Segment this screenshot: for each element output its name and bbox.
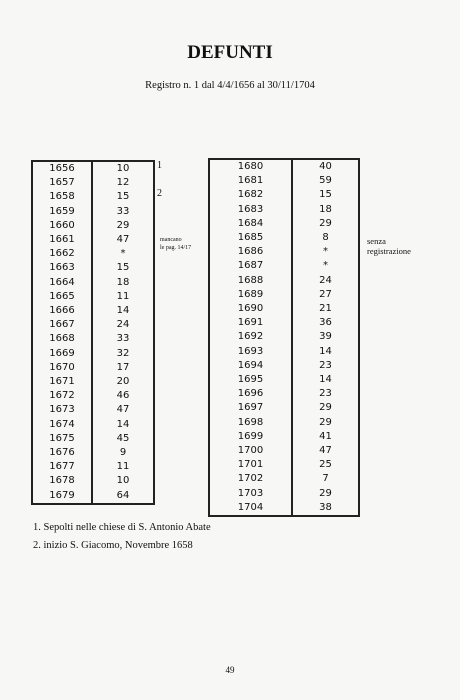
- deaths-count-cell: 29: [319, 217, 332, 229]
- table-row: [209, 203, 359, 217]
- table-row: [209, 330, 359, 344]
- year-cell: 1684: [209, 217, 292, 231]
- deaths-count-cell: 23: [319, 359, 332, 371]
- table-row: [209, 487, 359, 501]
- table-row: [209, 274, 359, 288]
- deaths-count-cell: 15: [116, 191, 130, 203]
- missing-pages-note-line: mancano: [160, 237, 182, 243]
- deaths-count-cell: 41: [319, 430, 332, 442]
- table-row: [32, 247, 154, 261]
- table-row: [209, 174, 359, 188]
- year-cell: 1661: [32, 233, 92, 247]
- table-row: [209, 387, 359, 401]
- missing-pages-note-line: le pag. 14/17: [160, 245, 192, 251]
- deaths-count-cell: 24: [319, 274, 332, 286]
- missing-pages-note: [160, 236, 191, 252]
- year-cell: 1665: [32, 290, 92, 304]
- deaths-count-cell: 29: [319, 416, 332, 428]
- table-row: [209, 345, 359, 359]
- deaths-count-cell: 33: [116, 205, 130, 217]
- deaths-count-cell: 40: [319, 161, 332, 172]
- deaths-count-cell: *: [323, 246, 328, 258]
- table-row: [32, 219, 154, 233]
- table-row: [32, 161, 154, 176]
- deaths-count-cell: 8: [322, 232, 329, 244]
- table-row: [32, 403, 154, 417]
- table-row: [32, 261, 154, 275]
- table-row: [32, 304, 154, 318]
- table-row: [209, 430, 359, 444]
- deaths-count-cell: 29: [319, 487, 332, 499]
- year-cell: 1674: [32, 418, 92, 432]
- table-row: [32, 190, 154, 204]
- deaths-count-cell: 46: [116, 390, 130, 402]
- year-cell: 1671: [32, 375, 92, 389]
- table-row: [209, 444, 359, 458]
- table-row: [209, 217, 359, 231]
- deaths-count-cell: 18: [319, 203, 332, 215]
- year-cell: 1662: [32, 247, 92, 261]
- year-cell: 1680: [209, 159, 292, 174]
- table-row: [32, 233, 154, 247]
- table-row: [32, 432, 154, 446]
- deaths-count-cell: 45: [116, 432, 130, 444]
- year-cell: 1697: [209, 401, 292, 415]
- table-row: [32, 290, 154, 304]
- deaths-count-cell: 11: [116, 461, 130, 473]
- deaths-count-cell: 47: [116, 404, 130, 416]
- deaths-count-cell: 23: [319, 388, 332, 400]
- year-cell: 1656: [32, 161, 92, 176]
- deaths-count-cell: 15: [319, 189, 332, 201]
- deaths-count-cell: 32: [116, 347, 130, 359]
- table-row: [209, 458, 359, 472]
- table-row: [32, 375, 154, 389]
- year-cell: 1657: [32, 176, 92, 190]
- year-cell: 1673: [32, 403, 92, 417]
- year-cell: 1698: [209, 416, 292, 430]
- deaths-count-cell: 21: [319, 303, 332, 315]
- deaths-count-cell: 17: [116, 361, 130, 373]
- year-cell: 1660: [32, 219, 92, 233]
- deaths-count-cell: 36: [319, 317, 332, 329]
- year-cell: 1685: [209, 231, 292, 245]
- year-cell: 1666: [32, 304, 92, 318]
- year-cell: 1695: [209, 373, 292, 387]
- table-row: [32, 318, 154, 332]
- deaths-count-cell: 38: [319, 501, 332, 513]
- table-row: [209, 188, 359, 202]
- year-cell: 1672: [32, 389, 92, 403]
- deaths-count-cell: 59: [319, 175, 332, 187]
- table-row: [209, 359, 359, 373]
- no-registration-note: [367, 236, 411, 256]
- deaths-count-cell: 12: [116, 177, 130, 189]
- year-cell: 1676: [32, 446, 92, 460]
- table-row: [209, 373, 359, 387]
- deaths-count-cell: 47: [319, 445, 332, 457]
- year-cell: 1688: [209, 274, 292, 288]
- footnote-1: 1. Sepolti nelle chiese di S. Antonio Abate: [33, 522, 211, 533]
- deaths-count-cell: 10: [116, 475, 130, 487]
- table-row: [209, 472, 359, 486]
- year-cell: 1681: [209, 174, 292, 188]
- table-row: [32, 418, 154, 432]
- deaths-count-cell: 33: [116, 333, 130, 345]
- year-cell: 1667: [32, 318, 92, 332]
- deaths-count-cell: *: [120, 248, 126, 260]
- deaths-count-cell: 24: [116, 319, 130, 331]
- year-cell: 1687: [209, 259, 292, 273]
- year-cell: 1668: [32, 332, 92, 346]
- table-row: [32, 176, 154, 190]
- table-row: [209, 245, 359, 259]
- table-row: [209, 302, 359, 316]
- year-cell: 1659: [32, 205, 92, 219]
- table-row: [32, 361, 154, 375]
- deaths-count-cell: 29: [116, 219, 130, 231]
- deaths-count-cell: 25: [319, 459, 332, 471]
- table-row: [209, 159, 359, 174]
- table-row: [209, 231, 359, 245]
- year-cell: 1682: [209, 188, 292, 202]
- page-number: 49: [225, 665, 235, 675]
- year-cell: 1703: [209, 487, 292, 501]
- year-cell: 1664: [32, 276, 92, 290]
- year-cell: 1696: [209, 387, 292, 401]
- year-cell: 1669: [32, 347, 92, 361]
- deaths-count-cell: 64: [116, 489, 130, 501]
- deaths-count-cell: 39: [319, 331, 332, 343]
- table-row: [209, 288, 359, 302]
- year-cell: 1658: [32, 190, 92, 204]
- table-row: [32, 276, 154, 290]
- year-cell: 1692: [209, 330, 292, 344]
- table-row: [32, 474, 154, 488]
- year-cell: 1699: [209, 430, 292, 444]
- deaths-table-right: [208, 158, 360, 517]
- deaths-count-cell: 14: [116, 305, 130, 317]
- footnote-marker-2: 2: [157, 188, 162, 199]
- year-cell: 1702: [209, 472, 292, 486]
- year-cell: 1683: [209, 203, 292, 217]
- footnote-marker-1: 1: [157, 160, 162, 171]
- year-cell: 1670: [32, 361, 92, 375]
- no-registration-note-line: registrazione: [367, 246, 411, 256]
- table-row: [209, 259, 359, 273]
- year-cell: 1686: [209, 245, 292, 259]
- page-title: DEFUNTI: [187, 42, 273, 63]
- year-cell: 1663: [32, 261, 92, 275]
- register-subtitle: Registro n. 1 dal 4/4/1656 al 30/11/1704: [145, 80, 315, 91]
- deaths-table-left: [31, 160, 155, 505]
- year-cell: 1691: [209, 316, 292, 330]
- deaths-count-cell: 15: [116, 262, 130, 274]
- year-cell: 1689: [209, 288, 292, 302]
- deaths-count-cell: 18: [116, 276, 130, 288]
- year-cell: 1675: [32, 432, 92, 446]
- year-cell: 1700: [209, 444, 292, 458]
- deaths-count-cell: 27: [319, 288, 332, 300]
- deaths-count-cell: 11: [116, 290, 130, 302]
- table-row: [32, 446, 154, 460]
- deaths-count-cell: 7: [322, 473, 329, 485]
- footnote-2: 2. inizio S. Giacomo, Novembre 1658: [33, 540, 193, 551]
- deaths-count-cell: 10: [116, 163, 130, 174]
- table-row: [32, 205, 154, 219]
- year-cell: 1704: [209, 501, 292, 516]
- table-row: [32, 460, 154, 474]
- year-cell: 1677: [32, 460, 92, 474]
- table-row: [209, 401, 359, 415]
- year-cell: 1694: [209, 359, 292, 373]
- table-row: [32, 347, 154, 361]
- deaths-count-cell: 14: [116, 418, 130, 430]
- year-cell: 1679: [32, 489, 92, 504]
- year-cell: 1690: [209, 302, 292, 316]
- year-cell: 1701: [209, 458, 292, 472]
- deaths-count-cell: 20: [116, 376, 130, 388]
- deaths-count-cell: 47: [116, 234, 130, 246]
- table-row: [209, 416, 359, 430]
- table-row: [209, 501, 359, 516]
- year-cell: 1678: [32, 474, 92, 488]
- no-registration-note-line: senza: [367, 236, 386, 246]
- table-row: [32, 489, 154, 504]
- deaths-count-cell: *: [323, 260, 328, 272]
- table-row: [209, 316, 359, 330]
- deaths-count-cell: 9: [119, 447, 127, 459]
- year-cell: 1693: [209, 345, 292, 359]
- deaths-count-cell: 29: [319, 402, 332, 414]
- table-row: [32, 389, 154, 403]
- table-row: [32, 332, 154, 346]
- deaths-count-cell: 14: [319, 374, 332, 386]
- deaths-count-cell: 14: [319, 345, 332, 357]
